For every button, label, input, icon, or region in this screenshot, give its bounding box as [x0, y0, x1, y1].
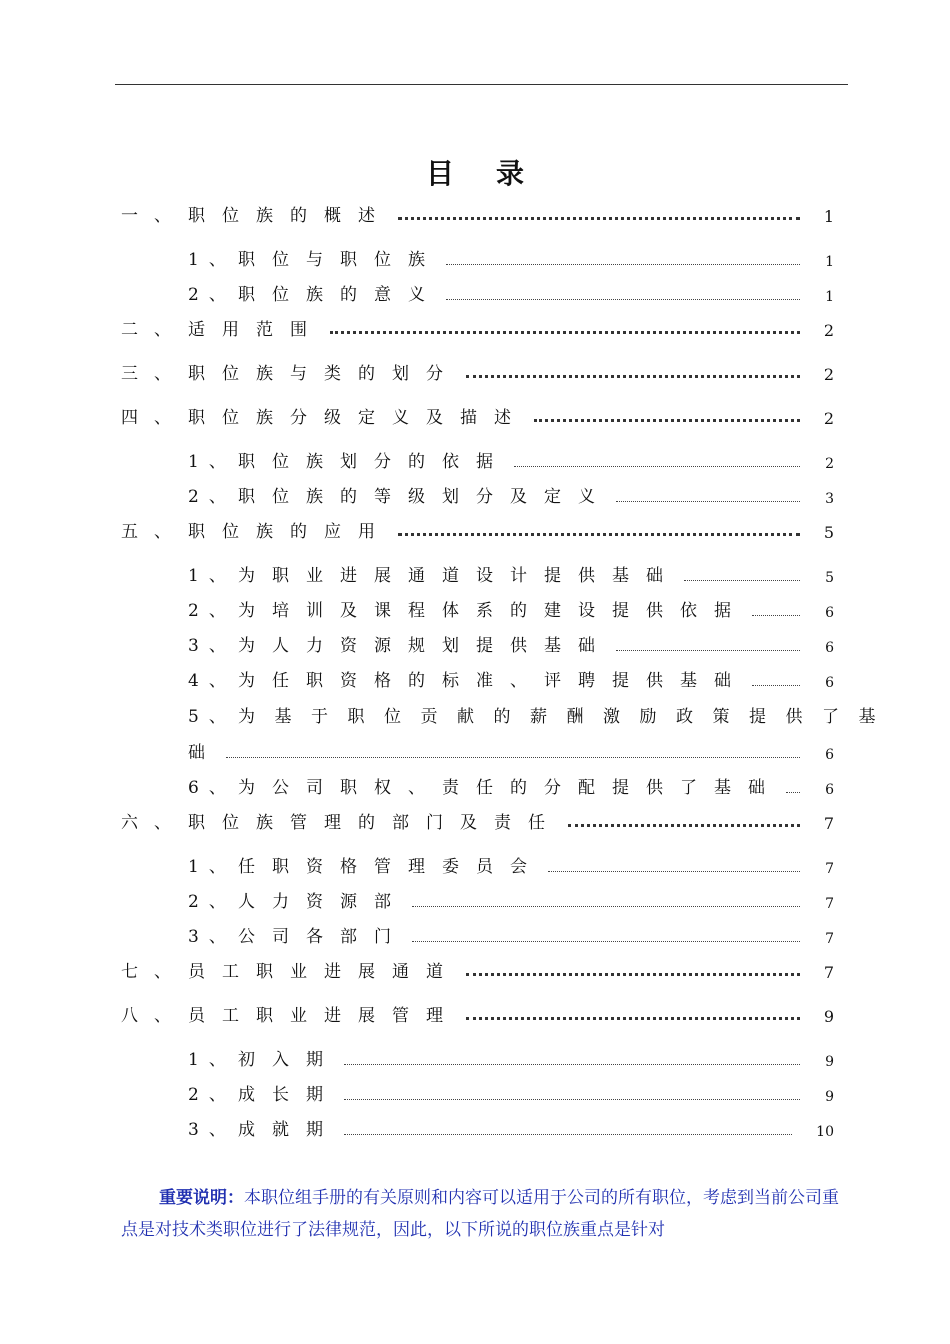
toc-label: 职位族管理的部门及责任	[188, 813, 562, 833]
toc-number: 3、	[188, 1120, 236, 1140]
note-lead: 重要说明：	[159, 1188, 244, 1208]
toc-number: 2、	[188, 1085, 236, 1105]
toc-page: 7	[825, 896, 834, 912]
toc-label: 成长期	[238, 1085, 340, 1105]
toc-page: 2	[823, 365, 834, 384]
toc-entry-6-3[interactable]	[188, 923, 834, 947]
leader-dots	[568, 824, 800, 827]
toc-page: 7	[825, 931, 834, 947]
toc-page: 6	[825, 747, 834, 763]
toc-page: 1	[825, 254, 834, 270]
toc-entry-2[interactable]	[121, 316, 834, 340]
toc-entry-8[interactable]	[121, 1002, 834, 1026]
toc-page: 5	[823, 523, 834, 542]
toc-page: 9	[823, 1007, 834, 1026]
toc-entry-5-6[interactable]	[188, 774, 834, 798]
toc-label: 员工职业进展通道	[188, 962, 460, 982]
toc-label: 员工职业进展管理	[188, 1006, 460, 1026]
toc-label: 人力资源部	[238, 892, 408, 912]
toc-entry-5-2[interactable]	[188, 597, 834, 621]
leader-dots	[398, 217, 800, 220]
toc-number: 2、	[188, 487, 236, 507]
toc-number: 1、	[188, 566, 236, 586]
toc-number: 七、	[121, 962, 187, 982]
important-note	[121, 1182, 841, 1246]
toc-number: 六、	[121, 813, 187, 833]
toc-label: 初入期	[238, 1050, 340, 1070]
toc-label: 为公司职权、责任的分配提供了基础	[238, 778, 782, 798]
toc-entry-6-1[interactable]	[188, 853, 834, 877]
toc-label: 为职业进展通道设计提供基础	[238, 566, 680, 586]
toc-entry-6[interactable]	[121, 809, 834, 833]
toc-number: 1、	[188, 857, 236, 877]
toc-number: 1、	[188, 250, 236, 270]
toc-label: 职位族划分的依据	[238, 452, 510, 472]
leader-dots	[616, 501, 800, 502]
toc-number: 3、	[188, 636, 236, 656]
toc-label: 适用范围	[188, 320, 324, 340]
toc-page: 7	[823, 963, 834, 982]
toc-number: 6、	[188, 778, 236, 798]
note-text: 本职位组手册的有关原则和内容可以适用于公司的所有职位，考虑到当前公司重点是对技术类职位进行了法律规范，因此，以下所说的职位族重点是针对	[121, 1188, 839, 1240]
toc-number: 1、	[188, 1050, 236, 1070]
toc-entry-1[interactable]	[121, 202, 834, 226]
toc-page: 6	[825, 605, 834, 621]
toc-entry-4[interactable]	[121, 404, 834, 428]
toc-entry-4-1[interactable]	[188, 448, 834, 472]
leader-dots	[344, 1064, 800, 1065]
toc-label: 职位族与类的划分	[188, 364, 460, 384]
leader-dots	[446, 299, 800, 300]
toc-number: 3、	[188, 927, 236, 947]
leader-dots	[786, 792, 800, 793]
toc-label: 职位族的意义	[238, 285, 442, 305]
leader-dots	[412, 906, 800, 907]
leader-dots	[466, 973, 800, 976]
toc-page: 10	[816, 1124, 834, 1140]
toc-number: 四、	[121, 408, 187, 428]
toc-page: 9	[825, 1089, 834, 1105]
toc-entry-5-3[interactable]	[188, 632, 834, 656]
toc-number: 2、	[188, 601, 236, 621]
toc-page: 3	[825, 491, 834, 507]
toc-page: 2	[823, 321, 834, 340]
toc-entry-1-1[interactable]	[188, 246, 834, 270]
toc-number: 一、	[121, 206, 187, 226]
toc-number: 2、	[188, 892, 236, 912]
toc-number: 2、	[188, 285, 236, 305]
toc-label: 职位族的等级划分及定义	[238, 487, 612, 507]
leader-dots	[466, 375, 800, 378]
toc-number: 八、	[121, 1006, 187, 1026]
leader-dots	[226, 757, 800, 758]
toc-page: 5	[825, 570, 834, 586]
toc-label: 为任职资格的标准、评聘提供基础	[238, 671, 748, 691]
toc-label: 为基于职位贡献的薪酬激励政策提供了基	[238, 707, 895, 727]
toc-entry-3[interactable]	[121, 360, 834, 384]
leader-dots	[514, 466, 800, 467]
leader-dots	[534, 419, 800, 422]
toc-entry-7[interactable]	[121, 958, 834, 982]
toc-page: 9	[825, 1054, 834, 1070]
toc-page: 6	[825, 782, 834, 798]
toc-page: 2	[825, 456, 834, 472]
toc-page: 2	[823, 409, 834, 428]
toc-number: 4、	[188, 671, 236, 691]
leader-dots	[466, 1017, 800, 1020]
toc-label: 任职资格管理委员会	[238, 857, 544, 877]
toc-entry-5[interactable]	[121, 518, 834, 542]
toc-entry-4-2[interactable]	[188, 483, 834, 507]
toc-label: 职位与职位族	[238, 250, 442, 270]
toc-number: 二、	[121, 320, 187, 340]
toc-entry-1-2[interactable]	[188, 281, 834, 305]
toc-entry-8-1[interactable]	[188, 1046, 834, 1070]
toc-entry-8-2[interactable]	[188, 1081, 834, 1105]
toc-entry-5-5-line1[interactable]	[188, 702, 895, 727]
toc-page: 1	[825, 289, 834, 305]
toc-entry-5-1[interactable]	[188, 562, 834, 586]
toc-number: 1、	[188, 452, 236, 472]
toc-page: 6	[825, 675, 834, 691]
toc-number: 三、	[121, 364, 187, 384]
leader-dots	[344, 1099, 800, 1100]
toc-number: 五、	[121, 522, 187, 542]
toc-label: 成就期	[238, 1120, 340, 1140]
toc-label: 为人力资源规划提供基础	[238, 636, 612, 656]
toc-label: 公司各部门	[238, 927, 408, 947]
toc-number: 5、	[188, 707, 236, 727]
leader-dots	[344, 1134, 792, 1135]
toc-label-continued: 础	[188, 743, 222, 763]
toc-page: 7	[823, 814, 834, 833]
toc-entry-5-4[interactable]	[188, 667, 834, 691]
toc-label: 职位族的应用	[188, 522, 392, 542]
toc-entry-6-2[interactable]	[188, 888, 834, 912]
leader-dots	[616, 650, 800, 651]
leader-dots	[684, 580, 800, 581]
toc-entry-5-5-line2[interactable]	[188, 739, 834, 763]
leader-dots	[548, 871, 800, 872]
toc-label: 职位族的概述	[188, 206, 392, 226]
leader-dots	[752, 685, 800, 686]
leader-dots	[330, 331, 800, 334]
toc-page: 1	[823, 207, 834, 226]
leader-dots	[398, 533, 800, 536]
toc-label: 为培训及课程体系的建设提供依据	[238, 601, 748, 621]
leader-dots	[752, 615, 800, 616]
leader-dots	[446, 264, 800, 265]
page-title: 目录	[425, 157, 566, 190]
toc-label: 职位族分级定义及描述	[188, 408, 528, 428]
toc-page: 7	[825, 861, 834, 877]
leader-dots	[412, 941, 800, 942]
toc-entry-8-3[interactable]	[188, 1116, 834, 1140]
toc-page: 6	[825, 640, 834, 656]
